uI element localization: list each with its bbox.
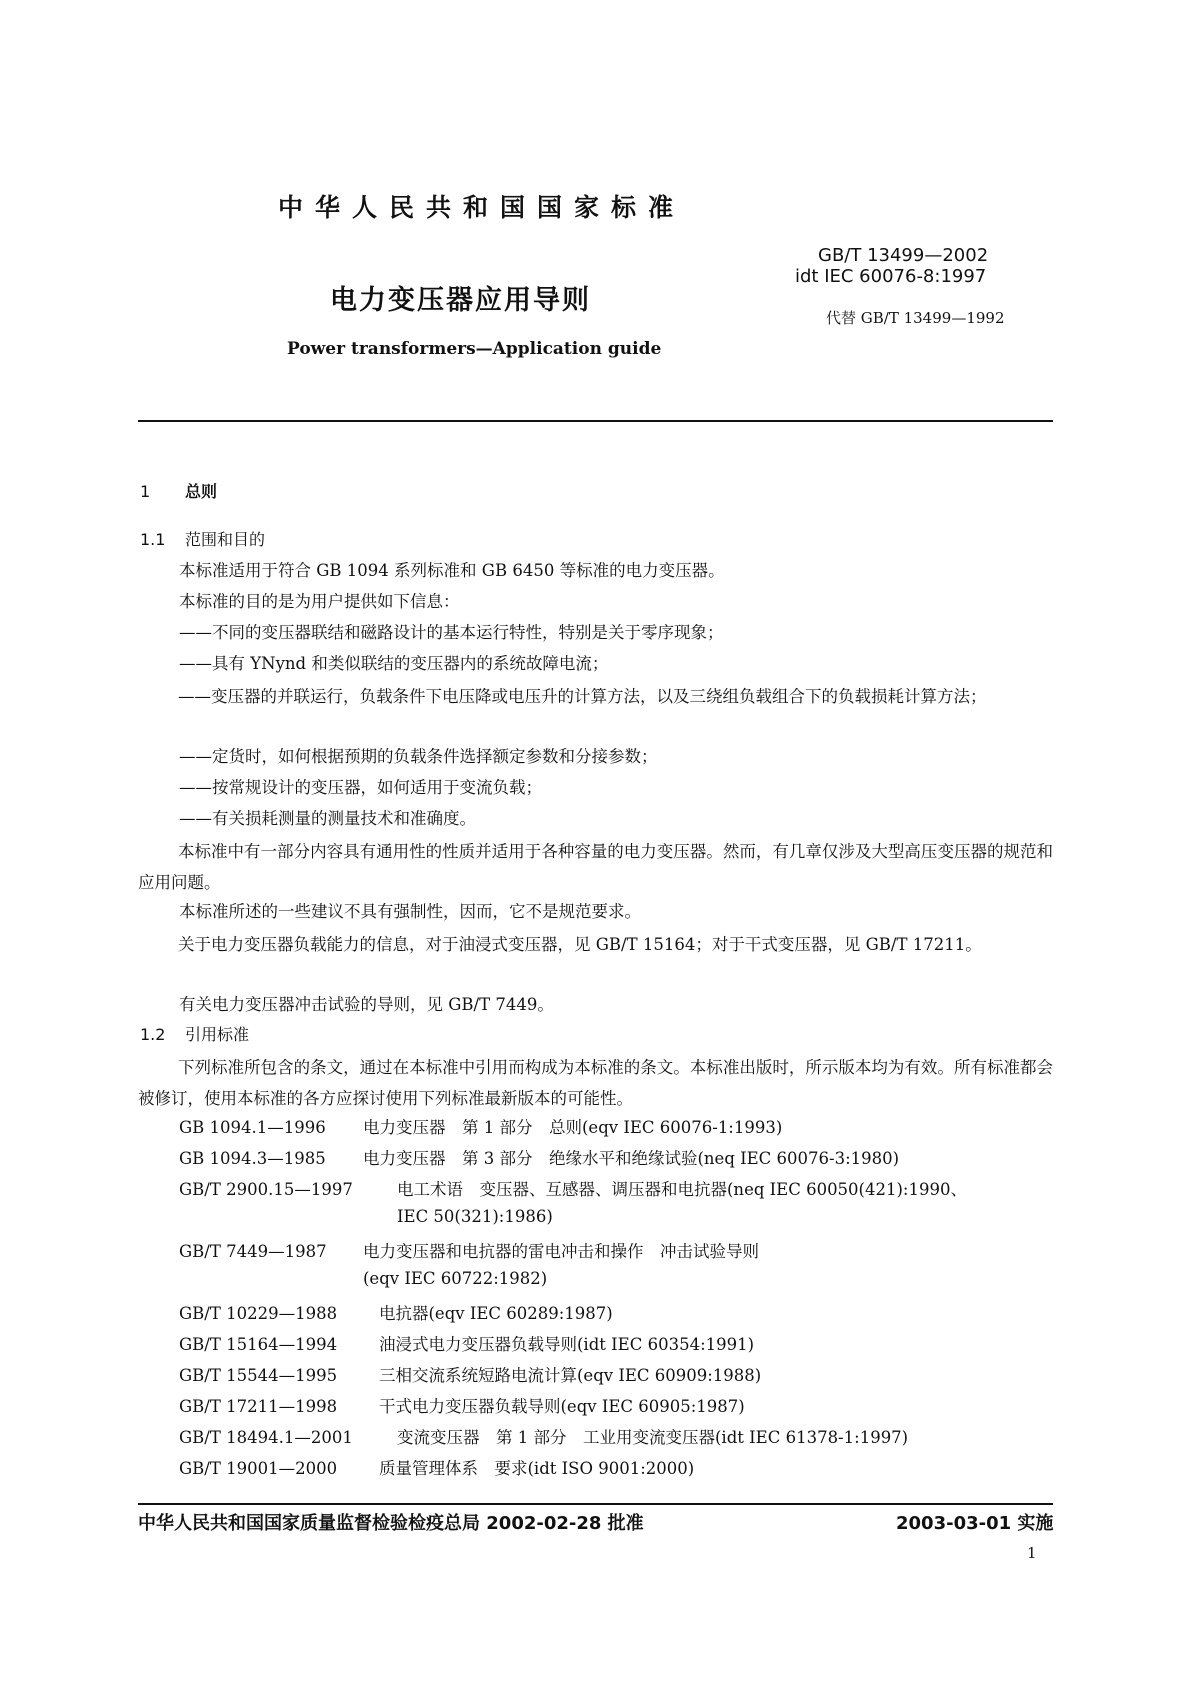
reference-code: GB/T 17211—1998	[179, 1397, 338, 1416]
section-number: 1.1	[140, 530, 166, 549]
text-line: 有关电力变压器冲击试验的导则，见 GB/T 7449。	[179, 995, 554, 1014]
reference-code: GB/T 18494.1—2001	[179, 1428, 353, 1447]
reference-code: GB 1094.3—1985	[179, 1149, 326, 1168]
reference-title: 电抗器(eqv IEC 60289:1987)	[379, 1304, 613, 1323]
reference-title: 油浸式电力变压器负载导则(idt IEC 60354:1991)	[379, 1335, 755, 1354]
title-chinese: 电力变压器应用导则	[330, 285, 591, 316]
section-1-1-heading	[140, 527, 265, 550]
list-item: ——按常规设计的变压器，如何适用于变流负载；	[179, 778, 542, 797]
reference-title: 质量管理体系 要求(idt ISO 9001:2000)	[379, 1459, 695, 1478]
reference-item	[179, 1362, 761, 1386]
reference-continuation: IEC 50(321):1986)	[397, 1207, 553, 1226]
standard-number: GB/T 13499—2002	[818, 245, 989, 266]
reference-code: GB/T 2900.15—1997	[179, 1180, 353, 1199]
reference-item	[179, 1238, 759, 1262]
replaces-standard: 代替 GB/T 13499—1992	[826, 309, 1005, 327]
section-title: 总则	[185, 482, 218, 501]
section-1-2-heading	[140, 1022, 249, 1045]
reference-title: 电力变压器和电抗器的雷电冲击和操作 冲击试验导则	[363, 1242, 759, 1261]
reference-code: GB 1094.1—1996	[179, 1118, 326, 1137]
page-number: 1	[1027, 1544, 1037, 1562]
approval-statement: 中华人民共和国国家质量监督检验检疫总局 2002-02-28 批准	[138, 1513, 644, 1534]
reference-item	[179, 1176, 967, 1200]
reference-code: GB/T 7449—1987	[179, 1242, 327, 1261]
text-line: 本标准适用于符合 GB 1094 系列标准和 GB 6450 等标准的电力变压器。	[179, 561, 725, 580]
title-english: Power transformers—Application guide	[287, 339, 662, 359]
reference-title: 变流变压器 第 1 部分 工业用变流变压器(idt IEC 61378-1:1997)	[397, 1428, 909, 1447]
reference-code: GB/T 15164—1994	[179, 1335, 338, 1354]
reference-code: GB/T 15544—1995	[179, 1366, 338, 1385]
reference-title: 三相交流系统短路电流计算(eqv IEC 60909:1988)	[379, 1366, 762, 1385]
reference-title: 干式电力变压器负载导则(eqv IEC 60905:1987)	[379, 1397, 745, 1416]
paragraph-block	[138, 1052, 1053, 1114]
section-number: 1.2	[140, 1025, 166, 1044]
list-item: ——不同的变压器联结和磁路设计的基本运行特性，特别是关于零序现象；	[179, 623, 724, 642]
paragraph: 本标准中有一部分内容具有通用性的性质并适用于各种容量的电力变压器。然而，有几章仅涉及大型高压变压器的规范和应用问题。	[138, 842, 1053, 892]
reference-continuation: (eqv IEC 60722:1982)	[363, 1269, 548, 1288]
footer-divider	[138, 1503, 1053, 1505]
list-item: ——具有 YNynd 和类似联结的变压器内的系统故障电流；	[179, 654, 609, 673]
reference-item	[179, 1114, 782, 1138]
section-title: 范围和目的	[185, 530, 266, 549]
reference-code: GB/T 10229—1988	[179, 1304, 338, 1323]
section-title: 引用标准	[185, 1025, 250, 1044]
idt-reference: idt IEC 60076-8:1997	[795, 266, 987, 287]
nation-standard-heading: 中华人民共和国国家标准	[278, 193, 686, 222]
paragraph-block	[138, 929, 1053, 960]
header-divider	[138, 420, 1053, 422]
reference-title: 电工术语 变压器、互感器、调压器和电抗器(neq IEC 60050(421):1990、	[397, 1180, 967, 1199]
section-number: 1	[140, 482, 151, 501]
list-item-paragraph	[138, 681, 1053, 712]
reference-item	[179, 1331, 754, 1355]
reference-item	[179, 1424, 908, 1448]
reference-title: 电力变压器 第 3 部分 绝缘水平和绝缘试验(neq IEC 60076-3:1980)	[363, 1149, 900, 1168]
text-line: 本标准所述的一些建议不具有强制性，因而，它不是规范要求。	[179, 902, 641, 921]
reference-item	[179, 1393, 745, 1417]
paragraph: ——变压器的并联运行，负载条件下电压降或电压升的计算方法，以及三绕组负载组合下的负载损耗计算方法；	[178, 687, 987, 706]
list-item: ——定货时，如何根据预期的负载条件选择额定参数和分接参数；	[179, 747, 658, 766]
section-1-heading	[140, 479, 217, 502]
reference-title: 电力变压器 第 1 部分 总则(eqv IEC 60076-1:1993)	[363, 1118, 783, 1137]
reference-item	[179, 1145, 899, 1169]
paragraph: 关于电力变压器负载能力的信息，对于油浸式变压器，见 GB/T 15164；对于干式变压器，见 GB/T 17211。	[178, 935, 982, 954]
list-item: ——有关损耗测量的测量技术和准确度。	[179, 809, 476, 828]
paragraph-block	[138, 836, 1053, 898]
paragraph: 下列标准所包含的条文，通过在本标准中引用而构成为本标准的条文。本标准出版时，所示版本均为有效。所有标准都会被修订，使用本标准的各方应探讨使用下列标准最新版本的可能性。	[138, 1058, 1053, 1108]
reference-item	[179, 1455, 694, 1479]
text-line: 本标准的目的是为用户提供如下信息：	[179, 592, 460, 611]
reference-code: GB/T 19001—2000	[179, 1459, 338, 1478]
implementation-date: 2003-03-01 实施	[896, 1513, 1054, 1534]
reference-item	[179, 1300, 613, 1324]
